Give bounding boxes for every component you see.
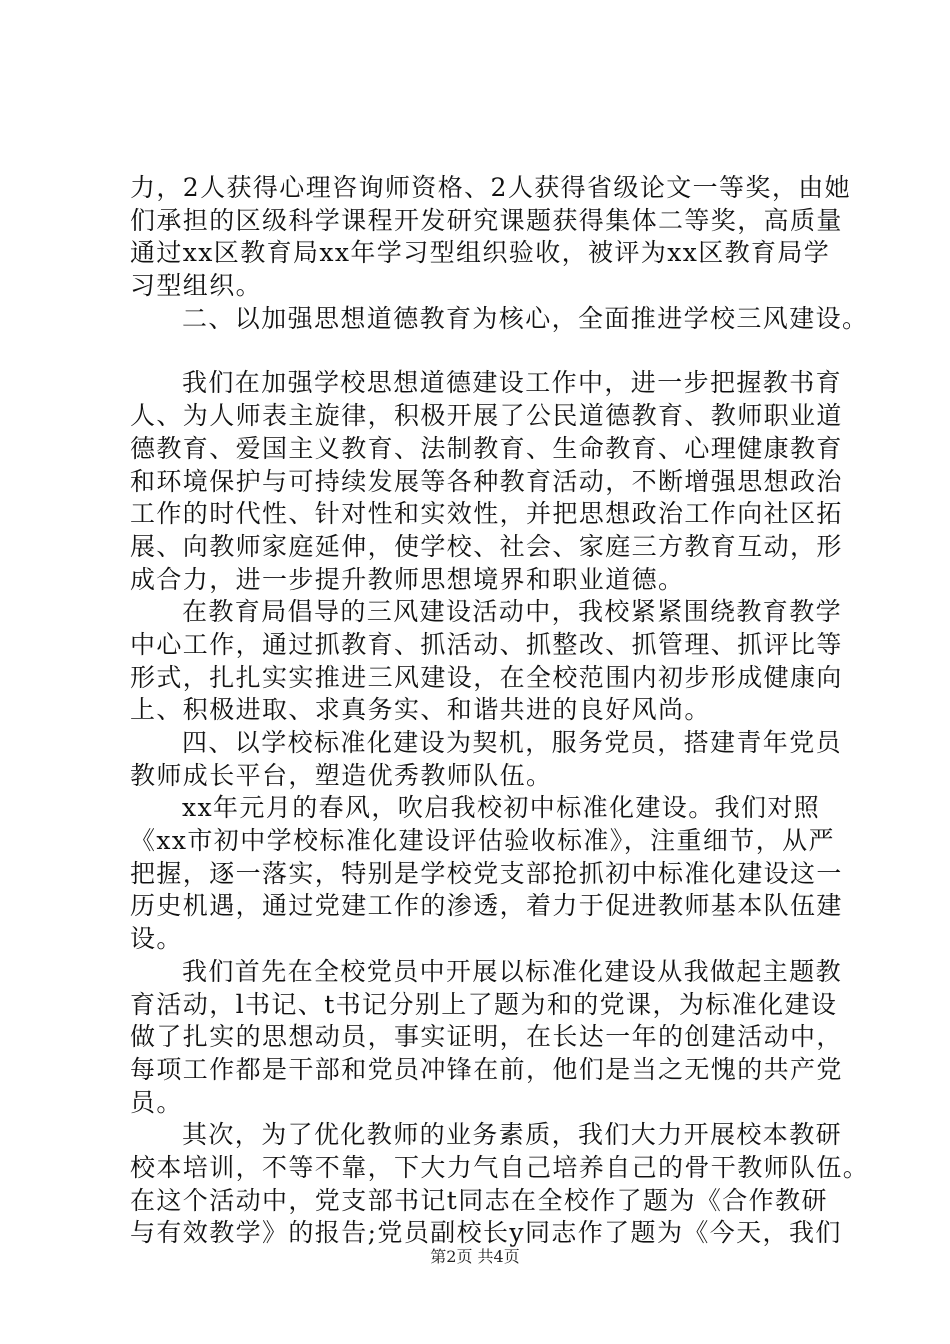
section-heading: 四、以学校标准化建设为契机，服务党员，搭建青年党员 <box>182 728 843 757</box>
text-line: 把握，逐一落实，特别是学校党支部抢抓初中标准化建设这一 <box>130 858 843 888</box>
text-line: 人、为人师表主旋律，积极开展了公民道德教育、教师职业道 <box>130 401 843 431</box>
page-number-footer: 第2页 共4页 <box>430 1247 520 1266</box>
text-line: 历史机遇，通过党建工作的渗透，着力于促进教师基本队伍建 <box>130 891 843 921</box>
text-line: 形式，扎扎实实推进三风建设，在全校范围内初步形成健康向 <box>130 662 843 692</box>
text-line: 做了扎实的思想动员，事实证明，在长达一年的创建活动中， <box>130 1022 843 1052</box>
document-body <box>130 172 870 1250</box>
text-line: 育活动，l书记、t书记分别上了题为和的党课，为标准化建设 <box>130 989 838 1019</box>
text-line: 设。 <box>130 924 183 954</box>
text-line: 习型组织。 <box>130 271 263 301</box>
text-line: 教师成长平台，塑造优秀教师队伍。 <box>130 760 553 790</box>
text-line: 和环境保护与可持续发展等各种教育活动，不断增强思想政治 <box>130 466 843 496</box>
paragraph-start: 在教育局倡导的三风建设活动中，我校紧紧围绕教育教学 <box>182 597 843 627</box>
text-line: 中心工作，通过抓教育、抓活动、抓整改、抓管理、抓评比等 <box>130 629 843 659</box>
text-line: 成合力，进一步提升教师思想境界和职业道德。 <box>130 564 685 594</box>
paragraph-start: 我们在加强学校思想道德建设工作中，进一步把握教书育 <box>182 368 843 398</box>
paragraph-start: 其次，为了优化教师的业务素质，我们大力开展校本教研 <box>182 1120 843 1150</box>
blank-gap <box>130 335 835 367</box>
text-line: 校本培训，不等不靠，下大力气自己培养自己的骨干教师队伍。 <box>130 1152 870 1182</box>
paragraph-start: xx年元月的春风，吹启我校初中标准化建设。我们对照 <box>182 793 821 823</box>
text-line: 们承担的区级科学课程开发研究课题获得集体二等奖，高质量 <box>130 205 843 235</box>
text-line: 展、向教师家庭延伸，使学校、社会、家庭三方教育互动，形 <box>130 531 843 561</box>
text-line: 《xx市初中学校标准化建设评估验收标准》，注重细节，从严 <box>130 826 835 856</box>
section-heading: 二、以加强思想道德教育为核心，全面推进学校三风建设。 <box>182 303 869 333</box>
text-line: 每项工作都是干部和党员冲锋在前，他们是当之无愧的共产党 <box>130 1054 843 1084</box>
text-line: 与有效教学》的报告;党员副校长y同志作了题为《今天，我们 <box>130 1218 842 1248</box>
text-line: 力，2人获得心理咨询师资格、2人获得省级论文一等奖，由她 <box>130 173 852 202</box>
text-line: 上、积极进取、求真务实、和谐共进的良好风尚。 <box>130 695 711 725</box>
text-line: 在这个活动中，党支部书记t同志在全校作了题为《合作教研 <box>130 1185 828 1215</box>
text-line: 通过xx区教育局xx年学习型组织验收，被评为xx区教育局学 <box>130 238 831 268</box>
text-line: 工作的时代性、针对性和实效性，并把思想政治工作向社区拓 <box>130 499 843 529</box>
paragraph-start: 我们首先在全校党员中开展以标准化建设从我做起主题教 <box>182 956 843 986</box>
text-line: 德教育、爱国主义教育、法制教育、生命教育、心理健康教育 <box>130 433 843 463</box>
text-line: 员。 <box>130 1087 183 1117</box>
